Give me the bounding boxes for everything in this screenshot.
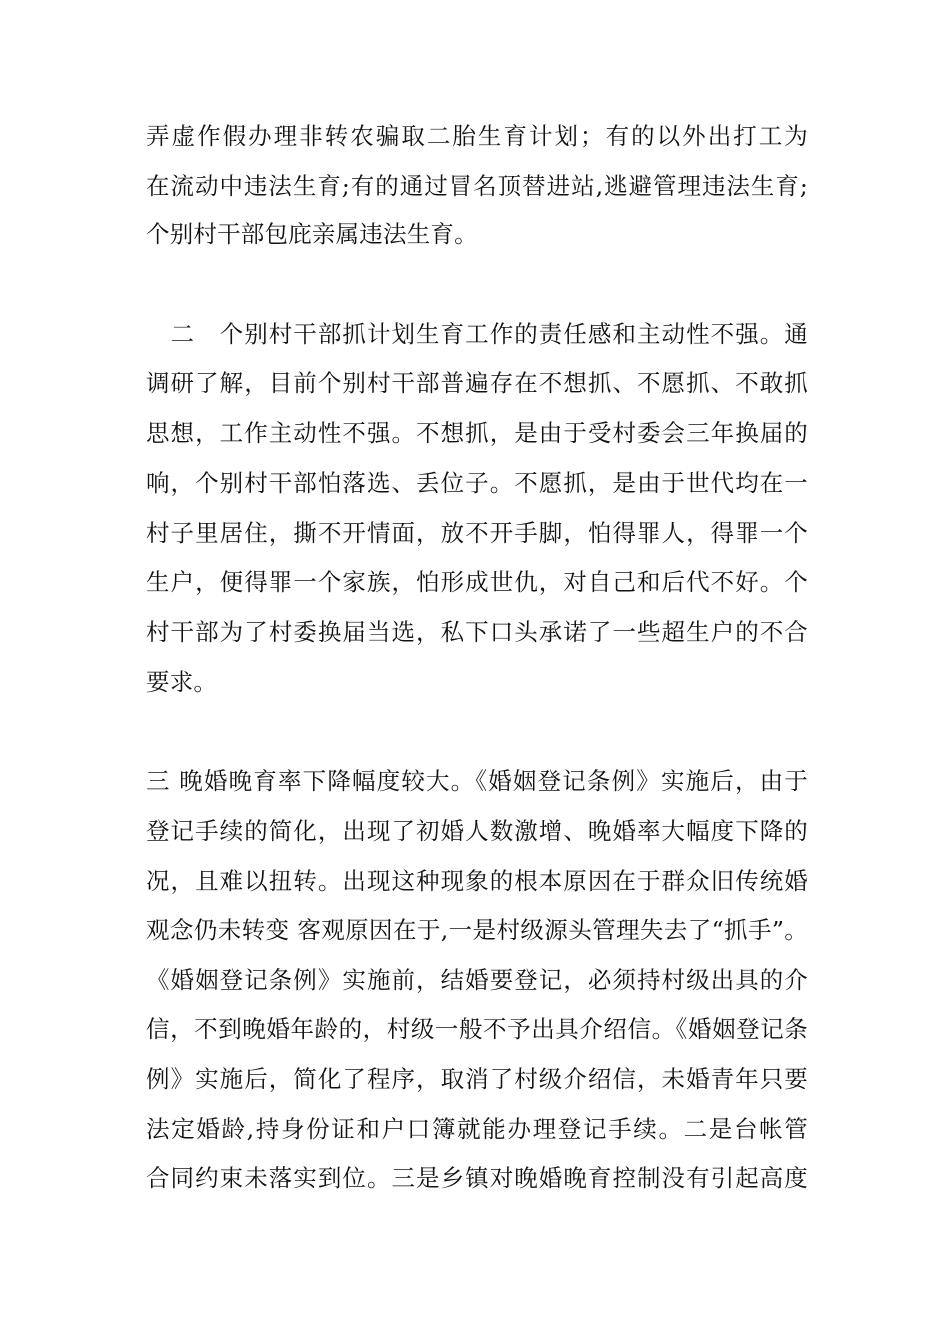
paragraph-three-line-5: 《婚姻登记条例》实施前，结婚要登记，必须持村级出具的介 — [146, 966, 808, 994]
paragraph-two-line-3: 思想，工作主动性不强。不想抓，是由于受村委会三年换届的 — [146, 419, 808, 447]
paragraph-two-line-1: 二 个别村干部抓计划生育工作的责任感和主动性不强。通 — [170, 320, 808, 348]
paragraph-three-line-9: 合同约束未落实到位。三是乡镇对晚婚晚育控制没有引起高度 — [146, 1164, 808, 1192]
paragraph-three-line-6: 信，不到晚婚年龄的，村级一般不予出具介绍信。《婚姻登记条 — [146, 1015, 808, 1043]
paragraph-two-line-5: 村子里居住，撕不开情面，放不开手脚，怕得罪人，得罪一个 — [146, 519, 808, 547]
paragraph-intro-line-3: 个别村干部包庇亲属违法生育。 — [146, 220, 478, 248]
paragraph-two-line-2: 调研了解，目前个别村干部普遍存在不想抓、不愿抓、不敢抓 — [146, 369, 808, 397]
paragraph-intro-line-2: 在流动中违法生育;有的通过冒名顶替进站,逃避管理违法生育; — [146, 172, 808, 200]
paragraph-three-line-1: 三 晚婚晚育率下降幅度较大。《婚姻登记条例》实施后，由于 — [146, 767, 808, 795]
paragraph-three-line-8: 法定婚龄,持身份证和户口簿就能办理登记手续。二是台帐管 — [146, 1115, 808, 1143]
paragraph-two-line-4: 响，个别村干部怕落选、丢位子。不愿抓，是由于世代均在一 — [146, 469, 808, 497]
paragraph-two-line-8: 要求。 — [146, 668, 218, 696]
paragraph-three-line-7: 例》实施后，简化了程序，取消了村级介绍信，未婚青年只要 — [146, 1065, 808, 1093]
paragraph-two-line-6: 生户，便得罪一个家族，怕形成世仇，对自己和后代不好。个 — [146, 568, 808, 596]
paragraph-three-line-2: 登记手续的简化，出现了初婚人数激增、晚婚率大幅度下降的 — [146, 817, 808, 845]
paragraph-three-line-3: 况，且难以扭转。出现这种现象的根本原因在于群众旧传统婚 — [146, 867, 808, 895]
paragraph-three-line-4: 观念仍未转变 客观原因在于,一是村级源头管理失去了“抓手”。 — [146, 916, 808, 944]
paragraph-intro-line-1: 弄虚作假办理非转农骗取二胎生育计划；有的以外出打工为 — [146, 122, 808, 150]
paragraph-two-line-7: 村干部为了村委换届当选，私下口头承诺了一些超生户的不合 — [146, 618, 808, 646]
